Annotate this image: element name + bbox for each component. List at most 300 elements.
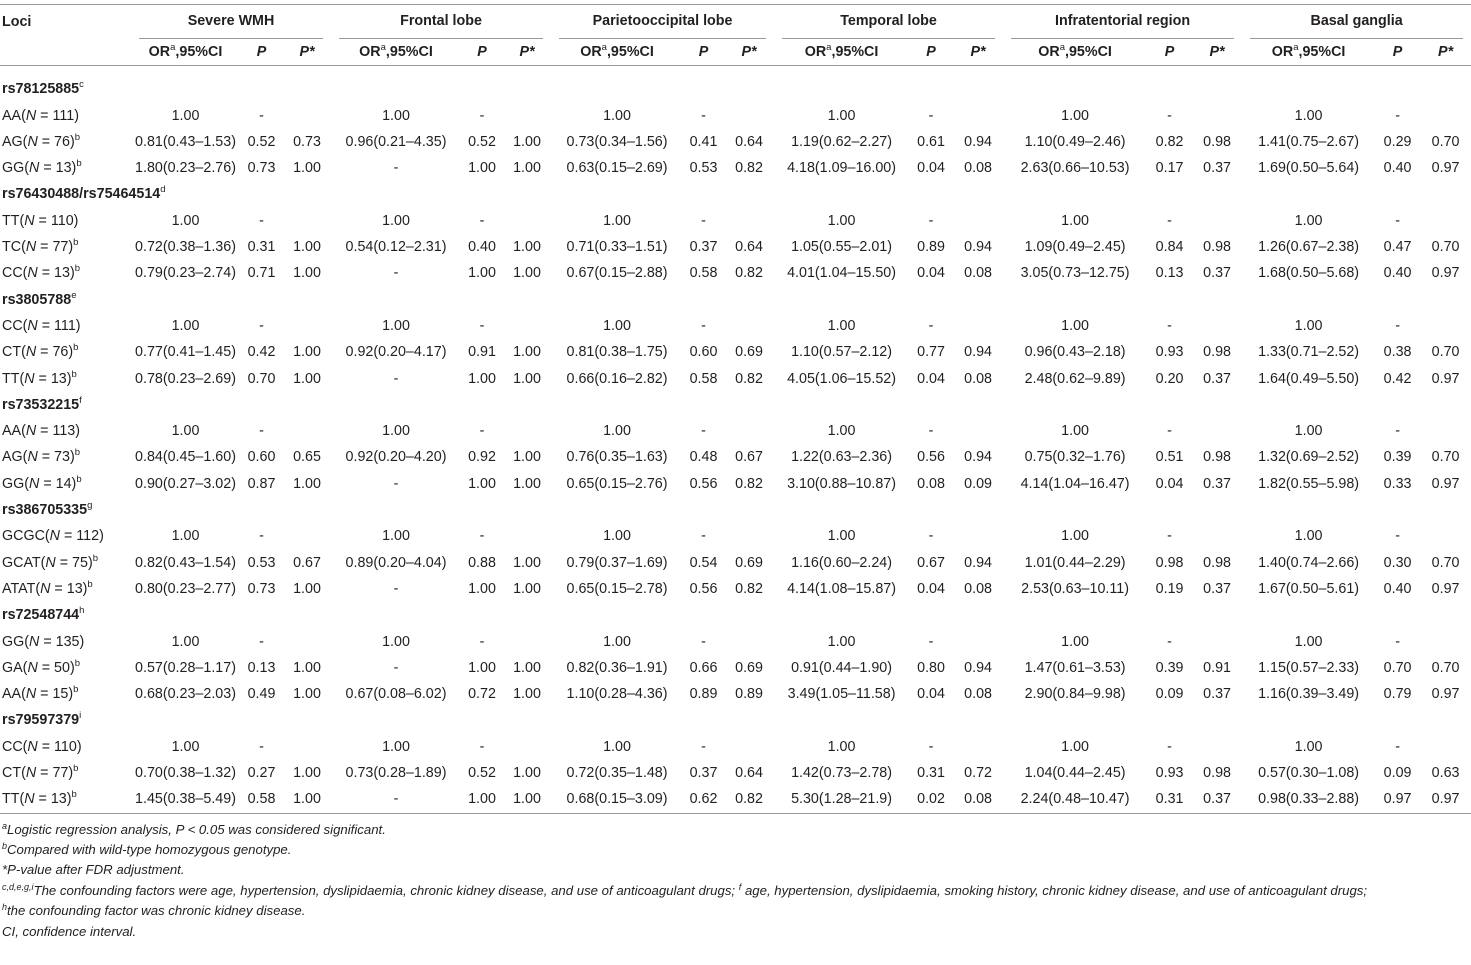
p-value-cell: - bbox=[928, 738, 934, 755]
or-ci-cell: 0.76(0.35–1.63) bbox=[566, 449, 668, 466]
genotype-label: AG(N = 73)$^b$ bbox=[2, 447, 81, 466]
p-value-cell: 0.42 bbox=[1383, 370, 1412, 387]
p-value-cell: - bbox=[1167, 107, 1172, 124]
p-adjusted-cell: 1.00 bbox=[283, 786, 331, 813]
or-ci-cell: 1.00 bbox=[382, 212, 410, 229]
or-ci-cell: 1.00 bbox=[382, 317, 410, 334]
genotype-label: CC(N = 111) bbox=[2, 317, 81, 334]
genotype-row bbox=[0, 313, 1471, 339]
p-value-cell: 0.04 bbox=[917, 160, 945, 177]
or-ci-cell: 1.00 bbox=[603, 738, 631, 755]
locus-name: rs79597379$^i$ bbox=[2, 710, 82, 729]
p-adjusted-cell: 0.37 bbox=[1192, 786, 1242, 813]
p-adjusted-cell: 0.94 bbox=[964, 133, 992, 150]
or-ci-cell: 1.00 bbox=[171, 212, 200, 229]
p-adjusted-cell bbox=[503, 103, 551, 129]
p-value-cell: 0.51 bbox=[1155, 449, 1184, 466]
p-adjusted-cell bbox=[953, 418, 1003, 444]
or-ci-cell: 1.00 bbox=[171, 423, 200, 440]
genotype-row bbox=[0, 103, 1471, 129]
n-symbol: N bbox=[24, 791, 35, 808]
or-ci-cell: - bbox=[393, 370, 399, 387]
p-adjusted-cell: 0.70 bbox=[1431, 133, 1460, 150]
p-adjusted-cell: 1.00 bbox=[513, 449, 541, 466]
genotype-label: TT(N = 110) bbox=[2, 212, 79, 229]
or-ci-cell: 0.72(0.38–1.36) bbox=[135, 239, 236, 256]
p-adjusted-cell bbox=[1192, 418, 1242, 444]
or-ci-cell: 3.49(1.05–11.58) bbox=[787, 686, 896, 703]
p-adjusted-cell bbox=[503, 734, 551, 760]
p-value-cell: 0.80 bbox=[917, 659, 945, 676]
or-ci-cell: 1.00 bbox=[827, 107, 856, 124]
p-adjusted-cell: 1.00 bbox=[293, 344, 321, 361]
group-header-label: Frontal lobe bbox=[339, 5, 543, 39]
p-adjusted-cell bbox=[283, 523, 331, 549]
p-value-cell: 0.56 bbox=[689, 475, 718, 492]
or-ci-cell: 0.90(0.27–3.02) bbox=[135, 475, 236, 492]
or-ci-cell: 0.84(0.45–1.60) bbox=[135, 449, 236, 466]
p-value-cell: 0.49 bbox=[247, 686, 276, 703]
genotype-row bbox=[0, 734, 1471, 760]
p-value-cell: - bbox=[701, 107, 706, 124]
footnote-line: $^h$the confounding factor was chronic kidney disease. bbox=[2, 902, 306, 919]
or-ci-cell: 1.45(0.38–5.49) bbox=[131, 786, 240, 813]
or-ci-cell: 1.00 bbox=[382, 528, 410, 545]
p-adjusted-cell bbox=[283, 418, 331, 444]
p-adjusted-cell: 1.00 bbox=[513, 659, 541, 676]
or-ci-cell: 1.10(0.49–2.46) bbox=[1024, 133, 1126, 150]
group-header-label: Infratentorial region bbox=[1011, 5, 1234, 39]
or-ci-cell: 0.92(0.20–4.17) bbox=[345, 344, 447, 361]
p-adjusted-cell: 1.00 bbox=[513, 133, 541, 150]
n-symbol: N bbox=[27, 449, 38, 466]
locus-row bbox=[0, 392, 1471, 418]
locus-name: rs76430488/rs75464514$^d$ bbox=[2, 184, 166, 203]
or-ci-cell: 1.00 bbox=[171, 738, 200, 755]
p-value-cell: 0.87 bbox=[247, 475, 276, 492]
n-symbol: N bbox=[27, 738, 38, 755]
p-adjusted-cell: 0.09 bbox=[964, 475, 992, 492]
p-adjusted-cell bbox=[724, 103, 774, 129]
p-value-cell: - bbox=[928, 633, 934, 650]
p-value-cell: 0.56 bbox=[917, 449, 945, 466]
p-value-cell: 0.40 bbox=[1383, 265, 1412, 282]
p-value-cell: - bbox=[259, 633, 264, 650]
p-value-cell: 1.00 bbox=[468, 475, 496, 492]
p-adjusted-cell bbox=[503, 208, 551, 234]
p-adjusted-cell: 0.70 bbox=[1431, 554, 1460, 571]
p-adjusted-cell: 0.08 bbox=[964, 160, 992, 177]
genotype-label: CC(N = 13)$^b$ bbox=[2, 263, 81, 282]
p-value-cell: - bbox=[701, 528, 706, 545]
or-ci-cell: 0.54(0.12–2.31) bbox=[345, 239, 447, 256]
p-adjusted-cell bbox=[953, 208, 1003, 234]
or-ci-cell: 1.15(0.57–2.33) bbox=[1258, 659, 1360, 676]
or-ci-cell: 1.16(0.39–3.49) bbox=[1258, 686, 1360, 703]
p-value-cell: 0.56 bbox=[689, 580, 718, 597]
or-ci-cell: 0.82(0.43–1.54) bbox=[135, 554, 236, 571]
group-header bbox=[331, 5, 551, 40]
p-adjusted-cell bbox=[503, 313, 551, 339]
p-adjusted-cell: 0.82 bbox=[735, 370, 763, 387]
p-adjusted-cell: 0.82 bbox=[735, 475, 763, 492]
p-adjusted-cell: 0.08 bbox=[953, 786, 1003, 813]
p-adjusted-cell: 0.98 bbox=[1203, 765, 1231, 782]
p-value-cell: 0.53 bbox=[247, 554, 276, 571]
p-value-cell: 0.73 bbox=[247, 160, 276, 177]
p-adjusted-cell: 0.08 bbox=[964, 580, 992, 597]
genotype-footnote-mark: b bbox=[74, 131, 81, 143]
p-value-cell: 1.00 bbox=[468, 659, 496, 676]
locus-footnote-mark: d bbox=[160, 184, 166, 196]
p-adjusted-cell bbox=[1192, 734, 1242, 760]
or-ci-cell: 1.05(0.55–2.01) bbox=[791, 239, 893, 256]
p-adjusted-cell: 0.70 bbox=[1431, 449, 1460, 466]
or-ci-cell: 3.05(0.73–12.75) bbox=[1020, 265, 1130, 282]
or-ci-cell: 1.00 bbox=[382, 107, 410, 124]
p-adjusted-cell: 0.97 bbox=[1431, 475, 1460, 492]
p-value-cell: 0.37 bbox=[689, 765, 718, 782]
or-ci-cell: 2.63(0.66–10.53) bbox=[1020, 160, 1130, 177]
p-value-cell: 0.17 bbox=[1155, 160, 1184, 177]
or-ci-cell: 1.00 bbox=[1294, 423, 1323, 440]
p-adjusted-cell: 0.37 bbox=[1203, 475, 1231, 492]
p-adjusted-cell bbox=[1420, 734, 1471, 760]
p-adjusted-cell: 0.64 bbox=[735, 239, 763, 256]
or-ci-cell: 1.10(0.57–2.12) bbox=[791, 344, 893, 361]
p-value-cell: 0.77 bbox=[917, 344, 945, 361]
loci-subheader-empty bbox=[0, 39, 131, 66]
or-ci-cell: 1.00 bbox=[603, 528, 631, 545]
p-adjusted-cell: 0.69 bbox=[735, 344, 763, 361]
or-ci-cell: 2.53(0.63–10.11) bbox=[1021, 580, 1129, 597]
genotype-row bbox=[0, 208, 1471, 234]
p-value-cell: 0.40 bbox=[468, 239, 496, 256]
p-value-cell: - bbox=[1167, 738, 1172, 755]
or-ci-cell: 4.05(1.06–15.52) bbox=[787, 370, 896, 387]
or-ci-cell: 1.22(0.63–2.36) bbox=[791, 449, 893, 466]
p-value-cell: 0.93 bbox=[1155, 344, 1184, 361]
p-adjusted-cell: 1.00 bbox=[293, 475, 321, 492]
genotype-row bbox=[0, 576, 1471, 602]
p-value-cell: 0.04 bbox=[917, 265, 945, 282]
p-adjusted-cell: 0.94 bbox=[964, 554, 992, 571]
or-ci-cell: 0.67(0.08–6.02) bbox=[345, 686, 447, 703]
p-adjusted-header: P* bbox=[724, 39, 774, 66]
or-ci-cell: 5.30(1.28–21.9) bbox=[774, 786, 909, 813]
n-symbol: N bbox=[25, 423, 37, 440]
genotype-row bbox=[0, 760, 1471, 786]
p-value-cell: 0.54 bbox=[689, 554, 718, 571]
group-header bbox=[1242, 5, 1471, 40]
p-value-cell: 0.73 bbox=[247, 580, 276, 597]
p-adjusted-cell: 0.64 bbox=[735, 765, 763, 782]
genotype-label: GG(N = 14)$^b$ bbox=[2, 473, 82, 492]
p-value-header: P bbox=[461, 39, 503, 66]
or-ci-cell: 1.00 bbox=[603, 212, 631, 229]
p-adjusted-cell: 1.00 bbox=[293, 765, 321, 782]
or-ci-cell: 0.57(0.28–1.17) bbox=[135, 659, 236, 676]
or-ci-cell: 0.65(0.15–2.78) bbox=[566, 580, 668, 597]
or-ci-cell: 1.00 bbox=[171, 633, 200, 650]
genotype-footnote-mark: b bbox=[71, 368, 77, 380]
p-value-cell: 0.13 bbox=[247, 659, 276, 676]
p-value-cell: 0.31 bbox=[247, 239, 276, 256]
or-footnote-mark: a bbox=[1059, 42, 1065, 53]
locus-row bbox=[0, 76, 1471, 102]
footnote-mark: f bbox=[738, 881, 742, 892]
genotype-row bbox=[0, 155, 1471, 181]
p-adjusted-cell bbox=[953, 629, 1003, 655]
or-ci-cell: 1.00 bbox=[827, 423, 856, 440]
p-adjusted-cell: 0.97 bbox=[1431, 265, 1460, 282]
or-ci-cell: - bbox=[393, 475, 399, 492]
or-ci-cell: - bbox=[331, 786, 461, 813]
p-value-cell: 1.00 bbox=[468, 580, 496, 597]
p-value-cell: - bbox=[928, 528, 934, 545]
genotype-label: ATAT(N = 13)$^b$ bbox=[2, 578, 93, 597]
or-ci-cell: 1.41(0.75–2.67) bbox=[1258, 133, 1360, 150]
genotype-label: CT(N = 76)$^b$ bbox=[2, 342, 79, 361]
p-value-cell: 0.39 bbox=[1383, 449, 1412, 466]
p-adjusted-cell bbox=[1420, 313, 1471, 339]
or-footnote-mark: a bbox=[380, 42, 386, 53]
p-value-cell: 0.58 bbox=[689, 265, 718, 282]
p-value-cell: - bbox=[701, 423, 706, 440]
or-ci-cell: 1.00 bbox=[1294, 107, 1323, 124]
or-ci-cell: 1.00 bbox=[827, 317, 856, 334]
or-ci-header: $OR^a,95\%CI$ bbox=[774, 39, 909, 66]
loci-header: Loci bbox=[0, 5, 131, 40]
or-ci-cell: - bbox=[393, 265, 399, 282]
p-value-cell: 0.02 bbox=[909, 786, 953, 813]
locus-row bbox=[0, 287, 1471, 313]
genotype-row bbox=[0, 550, 1471, 576]
p-adjusted-cell: 0.97 bbox=[1431, 370, 1460, 387]
or-ci-cell: 1.67(0.50–5.61) bbox=[1258, 580, 1360, 597]
p-value-cell: - bbox=[259, 212, 264, 229]
p-adjusted-cell: 1.00 bbox=[293, 239, 321, 256]
genotype-footnote-mark: b bbox=[92, 552, 99, 564]
p-adjusted-cell bbox=[1192, 208, 1242, 234]
or-ci-cell: 1.00 bbox=[1061, 212, 1089, 229]
p-value-cell: - bbox=[479, 738, 485, 755]
genotype-footnote-mark: b bbox=[76, 158, 82, 170]
n-symbol: N bbox=[25, 107, 37, 124]
genotype-footnote-mark: b bbox=[87, 578, 93, 590]
p-value-cell: 0.42 bbox=[247, 344, 276, 361]
footnote-mark: h bbox=[2, 902, 8, 913]
locus-footnote-mark: h bbox=[79, 605, 85, 617]
footnote-mark: a bbox=[2, 820, 8, 831]
p-value-cell: - bbox=[1167, 317, 1172, 334]
or-ci-cell: 0.63(0.15–2.69) bbox=[566, 160, 668, 177]
or-ci-cell: 1.32(0.69–2.52) bbox=[1258, 449, 1360, 466]
p-adjusted-header: P* bbox=[1420, 39, 1471, 66]
or-footnote-mark: a bbox=[170, 42, 176, 53]
p-adjusted-cell: 0.67 bbox=[735, 449, 763, 466]
p-value-cell: 0.19 bbox=[1155, 580, 1184, 597]
p-value-cell: 0.41 bbox=[689, 133, 718, 150]
or-ci-cell: 1.00 bbox=[1061, 317, 1089, 334]
genotype-label: CT(N = 77)$^b$ bbox=[2, 763, 79, 782]
genotype-row bbox=[0, 260, 1471, 286]
p-value-cell: - bbox=[479, 317, 485, 334]
p-value-cell: 0.62 bbox=[683, 786, 724, 813]
footnote-line: CI, confidence interval. bbox=[2, 923, 137, 939]
or-ci-cell: 2.90(0.84–9.98) bbox=[1024, 686, 1126, 703]
p-adjusted-cell bbox=[1420, 208, 1471, 234]
or-ci-cell: 1.00 bbox=[1061, 738, 1089, 755]
or-ci-cell: 1.00 bbox=[1294, 738, 1323, 755]
genotype-row bbox=[0, 444, 1471, 470]
p-adjusted-cell bbox=[1192, 103, 1242, 129]
p-value-cell: 0.04 bbox=[1155, 475, 1184, 492]
or-ci-cell: 0.71(0.33–1.51) bbox=[566, 239, 668, 256]
p-value-cell: - bbox=[479, 212, 485, 229]
or-ci-cell: 1.00 bbox=[171, 528, 200, 545]
or-ci-header: $OR^a,95\%CI$ bbox=[131, 39, 240, 66]
p-value-cell: 0.30 bbox=[1383, 554, 1412, 571]
p-adjusted-cell: 0.08 bbox=[964, 686, 992, 703]
or-ci-cell: 0.73(0.28–1.89) bbox=[345, 765, 447, 782]
p-adjusted-cell bbox=[953, 313, 1003, 339]
p-value-cell: 0.60 bbox=[689, 344, 718, 361]
p-adjusted-cell: 0.91 bbox=[1203, 659, 1231, 676]
or-ci-cell: 4.14(1.08–15.87) bbox=[787, 580, 896, 597]
p-adjusted-header: P* bbox=[283, 39, 331, 66]
genotype-footnote-mark: b bbox=[73, 684, 79, 696]
p-value-cell: 0.92 bbox=[468, 449, 496, 466]
p-value-cell: - bbox=[928, 107, 934, 124]
n-symbol: N bbox=[29, 475, 40, 492]
p-adjusted-cell: 1.00 bbox=[503, 786, 551, 813]
p-adjusted-cell bbox=[503, 629, 551, 655]
or-footnote-mark: a bbox=[601, 42, 607, 53]
or-ci-cell: 1.00 bbox=[603, 317, 631, 334]
p-adjusted-cell: 0.94 bbox=[964, 659, 992, 676]
p-adjusted-cell bbox=[1192, 313, 1242, 339]
or-ci-cell: 1.69(0.50–5.64) bbox=[1258, 160, 1360, 177]
p-adjusted-cell: 0.70 bbox=[1431, 344, 1460, 361]
p-value-cell: - bbox=[1395, 738, 1400, 755]
p-adjusted-cell bbox=[724, 313, 774, 339]
p-value-cell: - bbox=[928, 317, 934, 334]
p-adjusted-cell bbox=[503, 523, 551, 549]
or-ci-cell: 1.00 bbox=[1294, 633, 1323, 650]
p-value-cell: 1.00 bbox=[461, 786, 503, 813]
or-ci-cell: 1.82(0.55–5.98) bbox=[1258, 475, 1360, 492]
or-ci-cell: 1.42(0.73–2.78) bbox=[791, 765, 893, 782]
p-adjusted-cell: 0.08 bbox=[964, 370, 992, 387]
p-adjusted-cell: 0.73 bbox=[293, 133, 321, 150]
p-adjusted-cell bbox=[283, 629, 331, 655]
or-ci-cell: 4.14(1.04–16.47) bbox=[1020, 475, 1130, 492]
footnote-mark: b bbox=[2, 841, 8, 852]
p-value-cell: 0.58 bbox=[240, 786, 283, 813]
p-value-header: P bbox=[240, 39, 283, 66]
p-adjusted-cell bbox=[1420, 418, 1471, 444]
p-adjusted-cell bbox=[1420, 103, 1471, 129]
genotype-row bbox=[0, 786, 1471, 813]
genotype-footnote-mark: b bbox=[71, 789, 77, 801]
p-value-cell: 0.53 bbox=[689, 160, 718, 177]
or-ci-cell: 1.00 bbox=[603, 423, 631, 440]
p-value-cell: 1.00 bbox=[468, 160, 496, 177]
or-ci-cell: 4.01(1.04–15.50) bbox=[787, 265, 896, 282]
p-adjusted-cell: 0.67 bbox=[293, 554, 321, 571]
p-adjusted-cell: 0.82 bbox=[735, 160, 763, 177]
p-value-cell: 0.79 bbox=[1383, 686, 1412, 703]
group-header bbox=[551, 5, 774, 40]
genotype-footnote-mark: b bbox=[73, 237, 79, 249]
p-adjusted-cell: 0.72 bbox=[964, 765, 992, 782]
p-value-cell: 0.04 bbox=[917, 370, 945, 387]
or-ci-cell: - bbox=[393, 160, 399, 177]
or-ci-cell: 0.91(0.44–1.90) bbox=[791, 659, 893, 676]
p-value-cell: 1.00 bbox=[468, 370, 496, 387]
p-adjusted-cell bbox=[724, 208, 774, 234]
p-adjusted-cell: 0.64 bbox=[735, 133, 763, 150]
or-ci-cell: 1.40(0.74–2.66) bbox=[1258, 554, 1360, 571]
p-adjusted-cell: 0.97 bbox=[1431, 160, 1460, 177]
association-table bbox=[0, 4, 1471, 814]
n-symbol: N bbox=[40, 580, 51, 597]
p-value-cell: 0.04 bbox=[917, 686, 945, 703]
group-header-label: Temporal lobe bbox=[782, 5, 995, 39]
p-value-cell: - bbox=[259, 528, 264, 545]
n-symbol: N bbox=[25, 344, 37, 361]
p-value-cell: - bbox=[1167, 633, 1172, 650]
p-value-cell: 0.84 bbox=[1155, 239, 1184, 256]
p-value-cell: 0.52 bbox=[468, 765, 496, 782]
p-adjusted-cell: 1.00 bbox=[293, 659, 321, 676]
genotype-row bbox=[0, 234, 1471, 260]
p-adjusted-header: P* bbox=[1192, 39, 1242, 66]
p-value-cell: - bbox=[259, 317, 264, 334]
genotype-footnote-mark: b bbox=[74, 447, 81, 459]
p-value-cell: - bbox=[1395, 107, 1400, 124]
or-ci-cell: 1.00 bbox=[1061, 528, 1089, 545]
p-value-cell: 0.48 bbox=[689, 449, 718, 466]
or-ci-cell: 2.48(0.62–9.89) bbox=[1024, 370, 1126, 387]
p-value-cell: 0.13 bbox=[1155, 265, 1184, 282]
p-adjusted-cell: 0.89 bbox=[735, 686, 763, 703]
header-row-stats bbox=[0, 39, 1471, 66]
or-ci-cell: 1.00 bbox=[827, 528, 856, 545]
p-adjusted-header: P* bbox=[503, 39, 551, 66]
p-value-cell: 0.93 bbox=[1155, 765, 1184, 782]
or-ci-cell: 1.00 bbox=[603, 633, 631, 650]
p-adjusted-cell: 0.69 bbox=[735, 554, 763, 571]
table-body bbox=[0, 66, 1471, 813]
or-ci-header: $OR^a,95\%CI$ bbox=[551, 39, 683, 66]
p-value-cell: 0.52 bbox=[247, 133, 276, 150]
genotype-row bbox=[0, 471, 1471, 497]
p-adjusted-cell: 1.00 bbox=[293, 686, 321, 703]
or-ci-cell: 0.82(0.36–1.91) bbox=[566, 659, 668, 676]
p-value-cell: 0.72 bbox=[468, 686, 496, 703]
n-symbol: N bbox=[45, 554, 56, 571]
genotype-label: AA(N = 113) bbox=[2, 423, 81, 440]
p-value-header: P bbox=[909, 39, 953, 66]
p-adjusted-cell bbox=[1420, 523, 1471, 549]
p-adjusted-cell: 0.98 bbox=[1203, 449, 1231, 466]
p-value-cell: 0.09 bbox=[1155, 686, 1184, 703]
table-footnotes bbox=[0, 814, 1471, 942]
genotype-label: AG(N = 76)$^b$ bbox=[2, 131, 81, 150]
genotype-label: TT(N = 13)$^b$ bbox=[0, 786, 131, 813]
